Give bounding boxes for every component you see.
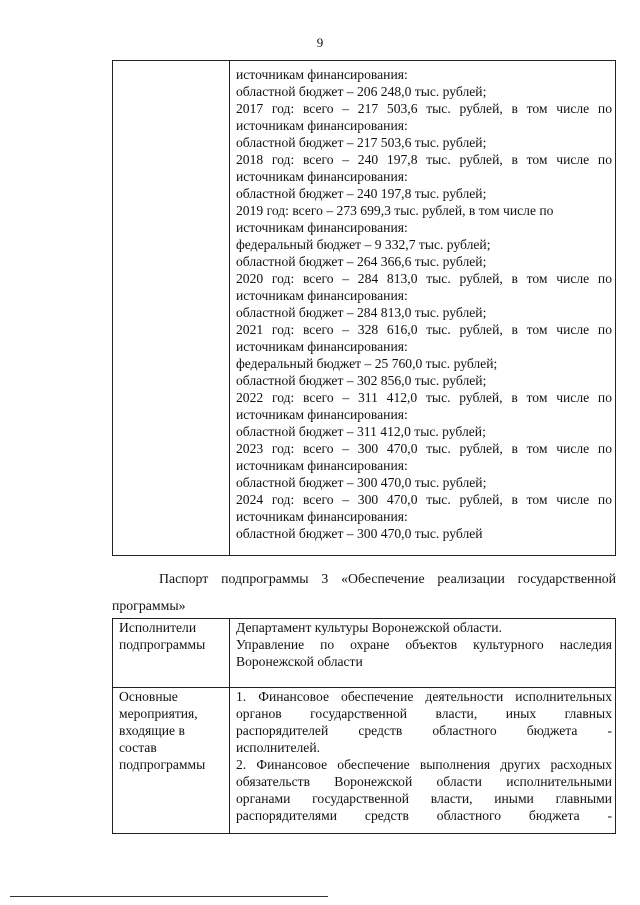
- activities-value-line: органов государственной власти, иных главных: [236, 706, 612, 721]
- funding-table-line: областной бюджет – 217 503,6 тыс. рублей;: [236, 135, 487, 150]
- funding-table-line: источникам финансирования:: [236, 118, 408, 133]
- activities-label-line: подпрограммы: [119, 757, 206, 772]
- funding-table-line: источникам финансирования:: [236, 407, 408, 422]
- funding-table-line: областной бюджет – 206 248,0 тыс. рублей;: [236, 84, 487, 99]
- activities-value-line: 1. Финансовое обеспечение деятельности исполнительных: [236, 689, 612, 704]
- funding-table-line: источникам финансирования:: [236, 509, 408, 524]
- funding-table-line: 2019 год: всего – 273 699,3 тыс. рублей, в том числе по: [236, 203, 554, 218]
- executors-label-line: подпрограммы: [119, 637, 206, 652]
- activities-value-line: обязательств Воронежской области исполнительными: [236, 774, 612, 789]
- funding-table-line: 2024 год: всего – 300 470,0 тыс. рублей, в том числе по: [236, 492, 612, 507]
- executors-value-line: Управление по охране объектов культурного наследия: [236, 637, 612, 652]
- funding-table-line: федеральный бюджет – 25 760,0 тыс. рублей;: [236, 356, 498, 371]
- funding-table-line: 2023 год: всего – 300 470,0 тыс. рублей, в том числе по: [236, 441, 612, 456]
- page-number: 9: [316, 35, 324, 50]
- funding-table-line: источникам финансирования:: [236, 220, 408, 235]
- executors-label-cell: [113, 619, 230, 688]
- section-heading-line-2: программы»: [112, 598, 186, 613]
- funding-table-value-cell: [230, 61, 616, 556]
- executors-value-line: Воронежской области: [236, 654, 363, 669]
- funding-table-line: 2021 год: всего – 328 616,0 тыс. рублей, в том числе по: [236, 322, 612, 337]
- funding-table-line: 2017 год: всего – 217 503,6 тыс. рублей, в том числе по: [236, 101, 612, 116]
- section-heading-line-1: Паспорт подпрограммы 3 «Обеспечение реализации государственной: [159, 571, 616, 586]
- activities-value-line: 2. Финансовое обеспечение выполнения других расходных: [236, 757, 612, 772]
- executors-value-cell: [230, 619, 616, 688]
- activities-value-cell: [230, 688, 616, 834]
- funding-table-line: источникам финансирования:: [236, 67, 408, 82]
- funding-table-line: источникам финансирования:: [236, 458, 408, 473]
- activities-value-line: распорядителей средств областного бюджета -: [236, 723, 612, 738]
- funding-table-line: источникам финансирования:: [236, 169, 408, 184]
- funding-table: [112, 60, 616, 556]
- executors-value-line: Департамент культуры Воронежской области.: [236, 620, 502, 635]
- funding-table-line: областной бюджет – 300 470,0 тыс. рублей: [236, 526, 483, 541]
- funding-table-line: областной бюджет – 240 197,8 тыс. рублей;: [236, 186, 487, 201]
- footer-rule: [10, 896, 328, 897]
- funding-table-line: 2022 год: всего – 311 412,0 тыс. рублей, в том числе по: [236, 390, 612, 405]
- funding-table-line: 2018 год: всего – 240 197,8 тыс. рублей, в том числе по: [236, 152, 612, 167]
- funding-table-line: 2020 год: всего – 284 813,0 тыс. рублей, в том числе по: [236, 271, 612, 286]
- activities-value-line: исполнителей.: [236, 740, 320, 755]
- funding-table-line: областной бюджет – 311 412,0 тыс. рублей;: [236, 424, 486, 439]
- activities-label-line: входящие в: [119, 723, 185, 738]
- funding-table-line: областной бюджет – 264 366,6 тыс. рублей;: [236, 254, 487, 269]
- executors-label-line: Исполнители: [119, 620, 197, 635]
- activities-label-line: мероприятия,: [119, 706, 198, 721]
- passport-table: [112, 618, 616, 834]
- activities-label-line: состав: [119, 740, 157, 755]
- funding-table-line: областной бюджет – 284 813,0 тыс. рублей;: [236, 305, 487, 320]
- funding-table-line: областной бюджет – 302 856,0 тыс. рублей;: [236, 373, 487, 388]
- activities-value-line: органами государственной власти, иными главными: [236, 791, 612, 806]
- activities-value-line: распорядителями средств областного бюджета -: [236, 808, 612, 823]
- funding-table-line: источникам финансирования:: [236, 288, 408, 303]
- funding-table-line: источникам финансирования:: [236, 339, 408, 354]
- funding-table-line: федеральный бюджет – 9 332,7 тыс. рублей;: [236, 237, 491, 252]
- funding-table-label-cell: [113, 61, 230, 556]
- funding-table-line: областной бюджет – 300 470,0 тыс. рублей;: [236, 475, 487, 490]
- activities-label-cell: [113, 688, 230, 834]
- activities-label-line: Основные: [119, 689, 178, 704]
